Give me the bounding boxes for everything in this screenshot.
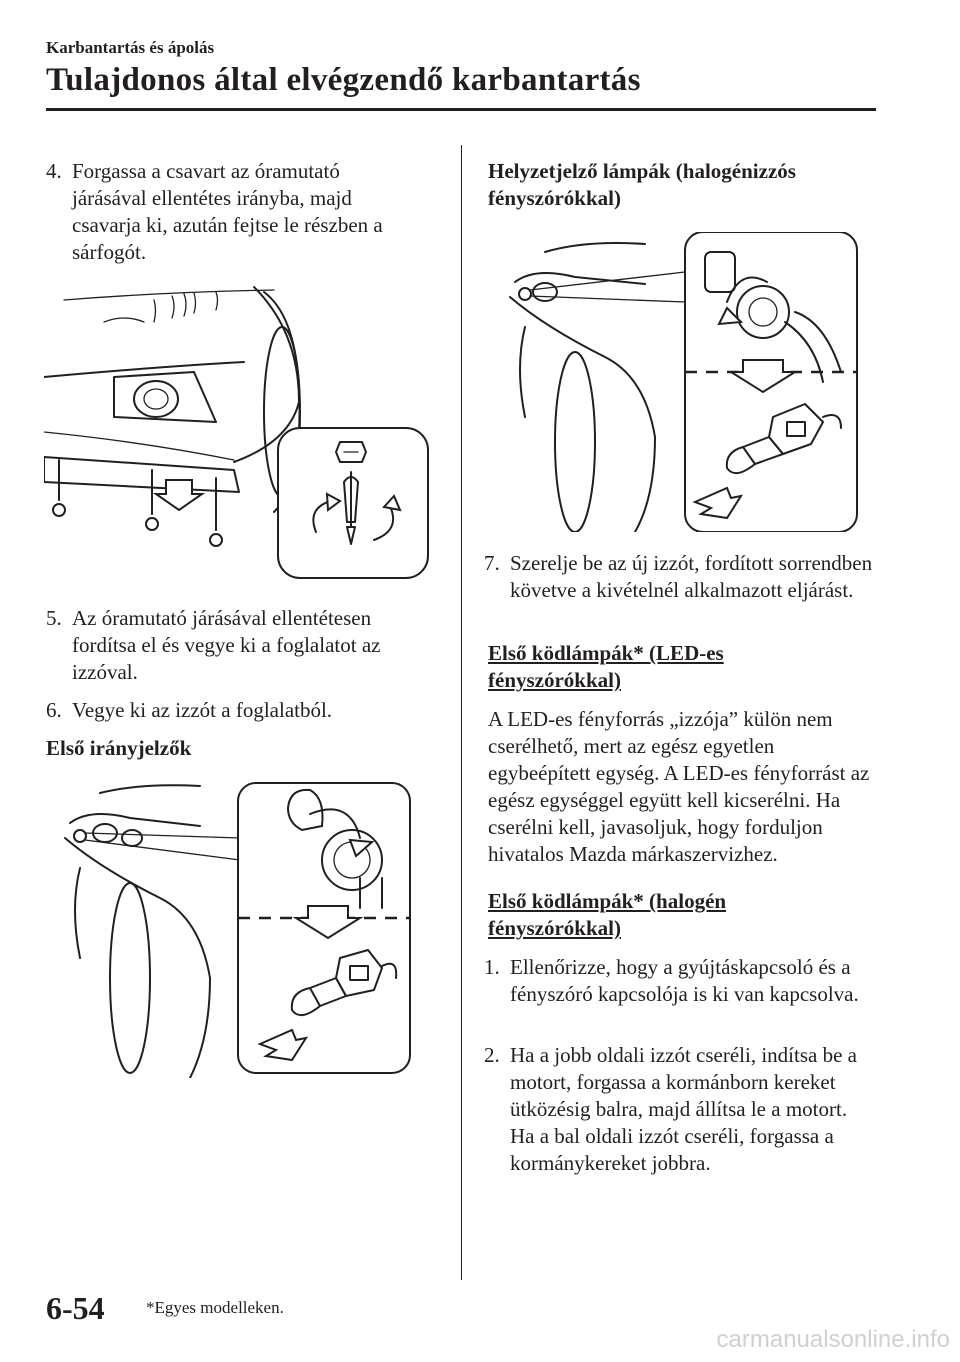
step-number: 2. xyxy=(484,1043,500,1067)
watermark: carmanualsonline.info xyxy=(716,1326,950,1353)
step-text: Forgassa a csavart az óramutató járásával ellentétes irányba, majd csavarja ki, azután fejtse le részben a sárfogót. xyxy=(72,159,383,264)
heading-turn-signals: Első irányjelzők xyxy=(46,736,192,760)
column-divider xyxy=(461,145,462,1280)
step-number: 6. xyxy=(46,698,62,722)
position-lamp-bulb-illustration xyxy=(505,232,865,532)
step-number: 5. xyxy=(46,606,62,630)
section-label: Karbantartás és ápolás xyxy=(46,38,215,57)
step-text: Vegye ki az izzót a foglalatból. xyxy=(72,698,333,722)
step-6 xyxy=(46,697,416,724)
heading-fog-lamps-halogen: Első ködlámpák* (halogén fényszórókkal) xyxy=(488,889,727,940)
footnote: *Egyes modelleken. xyxy=(146,1298,284,1317)
page-title: Tulajdonos által elvégzendő karbantartás xyxy=(46,62,641,98)
step-2 xyxy=(484,1042,876,1177)
step-text: Ellenőrizze, hogy a gyújtáskapcsoló és a fényszóró kapcsolója is ki van kapcsolva. xyxy=(510,955,859,1006)
heading-position-lamps: Helyzetjelző lámpák (halogénizzós fényszórókkal) xyxy=(488,159,796,210)
page-number: 6-54 xyxy=(46,1290,105,1326)
step-text: Ha a jobb oldali izzót cseréli, indítsa be a motort, forgassa a kormánborn kereket ütközésig balra, majd állítsa le a motort. Ha a bal oldali izzót cseréli, forgassa a kormánykereket jobbra. xyxy=(510,1043,857,1175)
step-number: 4. xyxy=(46,159,62,183)
step-number: 1. xyxy=(484,955,500,979)
mudguard-removal-illustration xyxy=(44,282,434,582)
step-1 xyxy=(484,954,874,1008)
step-5 xyxy=(46,605,416,686)
paragraph-led: A LED-es fényforrás „izzója” külön nem cserélhető, mert az egész egyetlen egybeépített egység. A LED-es fényforrást az egész egységgel együtt kell kicserélni. Ha cserélni kell, javasoljuk, hogy forduljon hivatalos Mazda márkaszervizhez. xyxy=(488,707,870,866)
turn-signal-bulb-illustration xyxy=(60,778,420,1078)
step-7 xyxy=(484,550,874,604)
step-text: Szerelje be az új izzót, fordított sorrendben követve a kivételnél alkalmazott eljárást. xyxy=(510,551,873,602)
step-number: 7. xyxy=(484,551,500,575)
heading-fog-lamps-led: Első ködlámpák* (LED-es fényszórókkal) xyxy=(488,641,724,692)
step-4 xyxy=(46,158,416,266)
step-text: Az óramutató járásával ellentétesen fordítsa el és vegye ki a foglalatot az izzóval. xyxy=(72,606,381,684)
title-divider xyxy=(46,108,876,111)
